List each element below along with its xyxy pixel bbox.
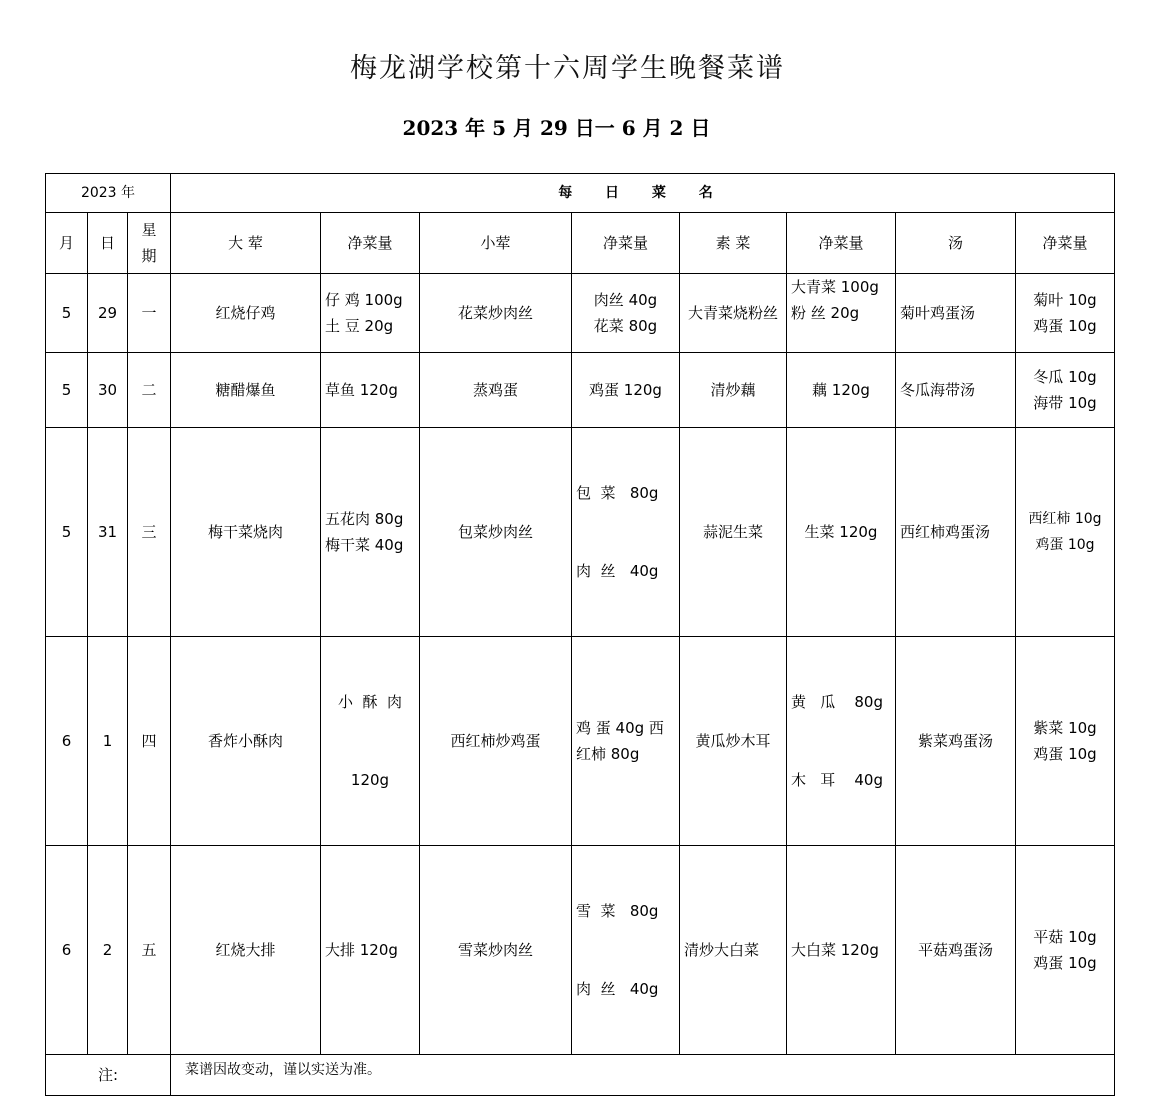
amount-line: 鸡 蛋 40g 西 bbox=[576, 719, 664, 737]
table-row bbox=[46, 428, 1115, 637]
table-row bbox=[46, 353, 1115, 428]
cell-small-amount bbox=[572, 428, 680, 637]
amount-line: 土 豆 20g bbox=[325, 317, 394, 335]
cell-weekday: 一 bbox=[128, 274, 171, 353]
table-row bbox=[46, 637, 1115, 846]
note-label: 注: bbox=[46, 1055, 171, 1096]
amount-line: 藕 120g bbox=[812, 381, 870, 399]
amount-line: 生菜 120g bbox=[804, 523, 878, 541]
cell-day: 31 bbox=[88, 428, 128, 637]
table-row bbox=[46, 846, 1115, 1055]
cell-main-dish: 梅干菜烧肉 bbox=[171, 428, 321, 637]
amount-line: 仔 鸡 100g bbox=[325, 291, 403, 309]
amount-line: 小 酥 肉 bbox=[337, 693, 403, 711]
amount-line: 鸡蛋 10g bbox=[1035, 537, 1095, 553]
amount-line: 草鱼 120g bbox=[325, 381, 398, 399]
note-row bbox=[46, 1055, 1115, 1096]
cell-day: 2 bbox=[88, 846, 128, 1055]
cell-small-dish: 花菜炒肉丝 bbox=[420, 274, 572, 353]
amount-line: 西红柿 10g bbox=[1028, 511, 1102, 527]
cell-weekday: 四 bbox=[128, 637, 171, 846]
header-row-columns bbox=[46, 213, 1115, 274]
cell-veg-dish: 大青菜烧粉丝 bbox=[680, 274, 787, 353]
header-veg-amount: 净菜量 bbox=[787, 213, 896, 274]
cell-veg-dish: 黄瓜炒木耳 bbox=[680, 637, 787, 846]
header-soup: 汤 bbox=[896, 213, 1016, 274]
cell-small-amount bbox=[572, 846, 680, 1055]
amount-line: 菊叶 10g bbox=[1033, 291, 1097, 309]
cell-soup-amount bbox=[1016, 846, 1115, 1055]
cell-veg-dish: 清炒藕 bbox=[680, 353, 787, 428]
amount-line: 黄 瓜 80g bbox=[791, 693, 883, 711]
header-weekday: 星期 bbox=[128, 213, 171, 274]
cell-small-dish: 雪菜炒肉丝 bbox=[420, 846, 572, 1055]
header-veg-dish: 素 菜 bbox=[680, 213, 787, 274]
header-month: 月 bbox=[46, 213, 88, 274]
amount-line: 平菇 10g bbox=[1033, 928, 1097, 946]
cell-small-amount bbox=[572, 637, 680, 846]
cell-month: 5 bbox=[46, 274, 88, 353]
cell-main-dish: 香炸小酥肉 bbox=[171, 637, 321, 846]
amount-line: 红柿 80g bbox=[576, 745, 640, 763]
amount-line: 冬瓜 10g bbox=[1033, 368, 1097, 386]
amount-line: 肉丝 40g bbox=[593, 291, 658, 309]
cell-day: 1 bbox=[88, 637, 128, 846]
amount-line: 大白菜 120g bbox=[791, 941, 879, 959]
cell-day: 30 bbox=[88, 353, 128, 428]
date-range: 2023 年 5 月 29 日一 6 月 2 日 bbox=[402, 116, 711, 140]
cell-veg-dish: 清炒大白菜 bbox=[680, 846, 787, 1055]
year-label: 2023 年 bbox=[46, 174, 171, 213]
note-text: 菜谱因故变动，谨以实送为准。 bbox=[171, 1055, 1115, 1096]
daily-menu-label: 每 日 菜 名 bbox=[171, 174, 1115, 213]
menu-table bbox=[45, 173, 1115, 1096]
cell-small-dish: 西红柿炒鸡蛋 bbox=[420, 637, 572, 846]
amount-line: 紫菜 10g bbox=[1033, 719, 1097, 737]
cell-veg-amount bbox=[787, 637, 896, 846]
amount-line: 鸡蛋 10g bbox=[1033, 317, 1097, 335]
cell-soup-amount bbox=[1016, 274, 1115, 353]
page-title: 梅龙湖学校第十六周学生晚餐菜谱 bbox=[350, 53, 785, 84]
amount-line: 粉 丝 20g bbox=[791, 304, 860, 322]
cell-weekday: 三 bbox=[128, 428, 171, 637]
cell-veg-amount bbox=[787, 428, 896, 637]
header-small-amount: 净菜量 bbox=[572, 213, 680, 274]
cell-main-dish: 糖醋爆鱼 bbox=[171, 353, 321, 428]
cell-month: 6 bbox=[46, 846, 88, 1055]
table-row bbox=[46, 274, 1115, 353]
cell-main-dish: 红烧仔鸡 bbox=[171, 274, 321, 353]
cell-soup: 平菇鸡蛋汤 bbox=[896, 846, 1016, 1055]
cell-main-amount bbox=[321, 353, 420, 428]
cell-soup: 菊叶鸡蛋汤 bbox=[896, 274, 1016, 353]
cell-small-amount bbox=[572, 274, 680, 353]
amount-line: 鸡蛋 10g bbox=[1033, 745, 1097, 763]
header-row-year bbox=[46, 174, 1115, 213]
cell-soup: 冬瓜海带汤 bbox=[896, 353, 1016, 428]
cell-month: 5 bbox=[46, 353, 88, 428]
amount-line: 海带 10g bbox=[1033, 394, 1097, 412]
amount-line: 木 耳 40g bbox=[791, 771, 883, 789]
cell-month: 5 bbox=[46, 428, 88, 637]
header-main-amount: 净菜量 bbox=[321, 213, 420, 274]
cell-main-amount bbox=[321, 274, 420, 353]
cell-veg-amount bbox=[787, 353, 896, 428]
cell-main-dish: 红烧大排 bbox=[171, 846, 321, 1055]
cell-main-amount bbox=[321, 428, 420, 637]
cell-veg-dish: 蒜泥生菜 bbox=[680, 428, 787, 637]
amount-line: 包 菜 80g bbox=[576, 484, 659, 502]
amount-line: 肉 丝 40g bbox=[576, 562, 659, 580]
cell-weekday: 二 bbox=[128, 353, 171, 428]
amount-line: 肉 丝 40g bbox=[576, 980, 659, 998]
header-small-dish: 小荤 bbox=[420, 213, 572, 274]
cell-soup-amount bbox=[1016, 428, 1115, 637]
amount-line: 大青菜 100g bbox=[791, 278, 879, 296]
amount-line: 鸡蛋 120g bbox=[589, 381, 662, 399]
amount-line: 鸡蛋 10g bbox=[1033, 954, 1097, 972]
cell-small-dish: 包菜炒肉丝 bbox=[420, 428, 572, 637]
cell-day: 29 bbox=[88, 274, 128, 353]
header-day: 日 bbox=[88, 213, 128, 274]
cell-soup-amount bbox=[1016, 637, 1115, 846]
amount-line: 120g bbox=[350, 771, 390, 789]
header-soup-amount: 净菜量 bbox=[1016, 213, 1115, 274]
cell-soup: 西红柿鸡蛋汤 bbox=[896, 428, 1016, 637]
cell-month: 6 bbox=[46, 637, 88, 846]
cell-main-amount bbox=[321, 637, 420, 846]
cell-veg-amount bbox=[787, 846, 896, 1055]
amount-line: 大排 120g bbox=[325, 941, 398, 959]
amount-line: 梅干菜 40g bbox=[325, 536, 404, 554]
cell-soup-amount bbox=[1016, 353, 1115, 428]
cell-small-amount bbox=[572, 353, 680, 428]
header-main-dish: 大 荤 bbox=[171, 213, 321, 274]
cell-veg-amount bbox=[787, 274, 896, 353]
cell-soup: 紫菜鸡蛋汤 bbox=[896, 637, 1016, 846]
amount-line: 花菜 80g bbox=[593, 317, 658, 335]
cell-main-amount bbox=[321, 846, 420, 1055]
cell-weekday: 五 bbox=[128, 846, 171, 1055]
amount-line: 五花肉 80g bbox=[325, 510, 404, 528]
amount-line: 雪 菜 80g bbox=[576, 902, 659, 920]
cell-small-dish: 蒸鸡蛋 bbox=[420, 353, 572, 428]
